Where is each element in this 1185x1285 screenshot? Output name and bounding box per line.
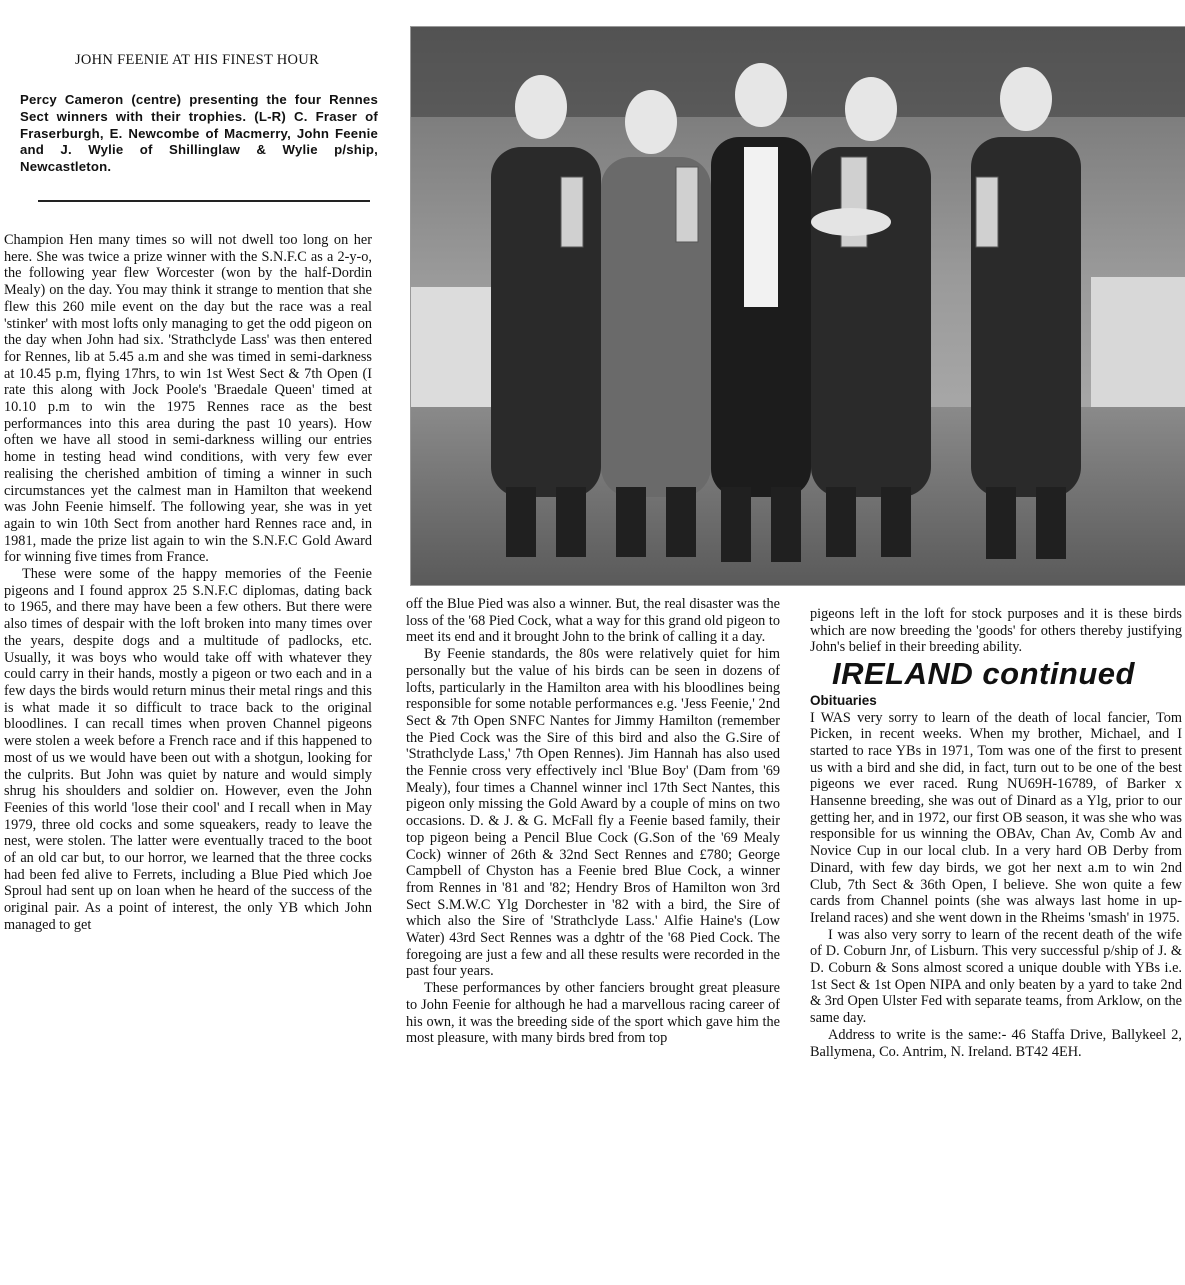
- column2-paragraph-3: These performances by other fanciers brought great pleasure to John Feenie for although he had a marvellous racing career of his own, it was the breeding side of the sport which gave him the most pleasure, with many birds bred from top: [406, 980, 780, 1047]
- column3-address: Address to write is the same:- 46 Staffa Drive, Ballykeel 2, Ballymena, Co. Antrim, N. Ireland. BT42 4EH.: [810, 1026, 1182, 1060]
- article-column-3: [810, 606, 1182, 1060]
- trophy-presentation-photo: [410, 26, 1185, 586]
- column1-paragraph-2: These were some of the happy memories of the Feenie pigeons and I found approx 25 S.N.F.C diplomas, dating back to 1965, and there may have been a few others. But there were also times of despair with the loft broken into many times over the years, despite dogs and a multitude of padlocks, etc. Usually, it was boys who would take off with whatever they could carry in their hands, mostly a pigeon or two each and in a few days the birds would return minus their metal rings and this is what made it so difficult to trace back to the original bloodlines. I can recall times when proven Channel pigeons were stolen a week before a French race and if this happened to most of us we would have been out with a shotgun, looking for the culprits. But John was quiet by nature and would simply shrug his shoulders and soldier on. However, even the John Feenies of this world 'lose their cool' and I recall when in May 1979, three old cocks and some squeakers, ready to leave the nest, were stolen. The latter were eventually traced to the boot of an old car but, to our horror, we learned that the three cocks had been fed alive to Ferrets, including a Blue Pied which Joe Sproul had sent up on loan when he heard of the success of the original pair. As a point of interest, the only YB which John managed to get: [4, 566, 372, 933]
- column1-paragraph-1: Champion Hen many times so will not dwell too long on her here. She was twice a prize winner with the S.N.F.C as a 2-y-o, the following year flew Worcester (won by the half-Dordin Mealy) on the day. You may think it strange to mention that she flew this 260 mile event on the day but the race was a real 'stinker' with most lofts only managing to get the odd pigeon on the day when John had six. 'Strathclyde Lass' was then entered for Rennes, lib at 5.45 a.m and she was timed in semi-darkness at 10.45 p.m, flying 17hrs, to win 1st West Sect & 7th Open (I rate this along with Jock Poole's 'Braedale Queen' timed at 10.10 p.m to win the 1975 Rennes race as the best performances into this area during the past 10 years). How often we have all stood in semi-darkness willing our entries home in testing head wind conditions, with very few ever realising the cherished ambition of timing a winner in such circumstances yet the calmest man in Hamilton that weekend was John Feenie himself. The following year, she was in yet again to win 10th Sect from another hard Rennes race and, in 1981, made the prize list again to win the S.N.F.C Gold Award for winning five times from France.: [4, 232, 372, 566]
- column3-paragraph-2: I WAS very sorry to learn of the death of local fancier, Tom Picken, in recent weeks. When my brother, Michael, and I started to race YBs in 1971, Tom was one of the first to present us with a bird and she did, in fact, turn out to be one of the best pigeons we ever raced. Rung NU69H-16789, of Barker x Hansenne breeding, she was out of Dinard as a Ylg, prior to our getting her, and in 1972, our first OB season, it was she who was responsible for us winning the OBAv, Chan Av, Comb Av and Novice Cup in our local club. In a very hard OB Derby from Dinard, with few day birds, we got her next a.m to win 2nd Club, 7th Sect & 36th Open, I believe. She won quite a few cards from Channel points (she was always last home in up-Ireland races) and she went down in the Rheims 'smash' in 1975.: [810, 709, 1182, 926]
- article-column-1: [4, 232, 372, 934]
- photo-illustration: [411, 27, 1185, 585]
- photo-caption-title: JOHN FEENIE AT HIS FINEST HOUR: [74, 52, 320, 68]
- section-heading-ireland: IRELAND continued: [832, 656, 1135, 692]
- article-column-2: [406, 596, 780, 1047]
- column2-paragraph-1: off the Blue Pied was also a winner. But, the real disaster was the loss of the '68 Pied Cock, what a way for this grand old pigeon to meet its end and it brought John to the brink of calling it a day.: [406, 596, 780, 646]
- column3-paragraph-3: I was also very sorry to learn of the recent death of the wife of D. Coburn Jnr, of Lisburn. This very successful p/ship of J. & D. Coburn & Sons almost scored a unique double with YBs i.e. 1st Sect & 1st Open NIPA and only beaten by a yard to take 2nd & 3rd Open Ulster Fed with separate teams, from Arklow, on the same day.: [810, 926, 1182, 1027]
- column3-paragraph-1: pigeons left in the loft for stock purposes and it is these birds which are now breeding the 'goods' for others thereby justifying John's belief in their breeding ability.: [810, 606, 1182, 656]
- column2-paragraph-2: By Feenie standards, the 80s were relatively quiet for him personally but the value of his birds can be seen in dozens of lofts, particularly in the Hamilton area with his bloodlines being responsible for some notable performances e.g. 'Jess Feenie,' 2nd Sect & 7th Open SNFC Nantes for Jimmy Hamilton (remember the Pied Cock was the Sire of this bird and also the G.Sire of 'Strathclyde Lass,' 7th Open Rennes). Jim Hannah has also used the Fennie cross very effectively incl 'Blue Boy' (Dam from '69 Mealy), four times a Channel winner incl 17th Sect Nantes, this pigeon only missing the Gold Award by a couple of mins on two occasions. D. & J. & G. McFall fly a Feenie based family, their top pigeon being a Pencil Blue Cock (G.Son of the '69 Mealy Cock) winner of 26th & 32nd Sect Rennes and £780; George Campbell of Chyston has a Feenie bred Blue Cock, a winner from Rennes in '81 and '82; Hendry Bros of Hamilton won 3rd Sect S.M.W.C Ylg Dorchester in '82 with a bird, the Sire of which also the Sire of 'Strathclyde Lass.' Alfie Haine's (Low Water) 43rd Sect Rennes was a dghtr of the '68 Pied Cock. The foregoing are just a few and all these results were recorded in the past four years.: [406, 646, 780, 980]
- caption-divider: [38, 200, 370, 202]
- photo-caption-text: Percy Cameron (centre) presenting the four Rennes Sect winners with their trophies. (L-R) C. Fraser of Fraserburgh, E. Newcombe of Macmerry, John Feenie and J. Wylie of Shillinglaw & Wylie p/ship, Newcastleton.: [20, 92, 378, 175]
- obituaries-subheading: Obituaries: [810, 692, 877, 708]
